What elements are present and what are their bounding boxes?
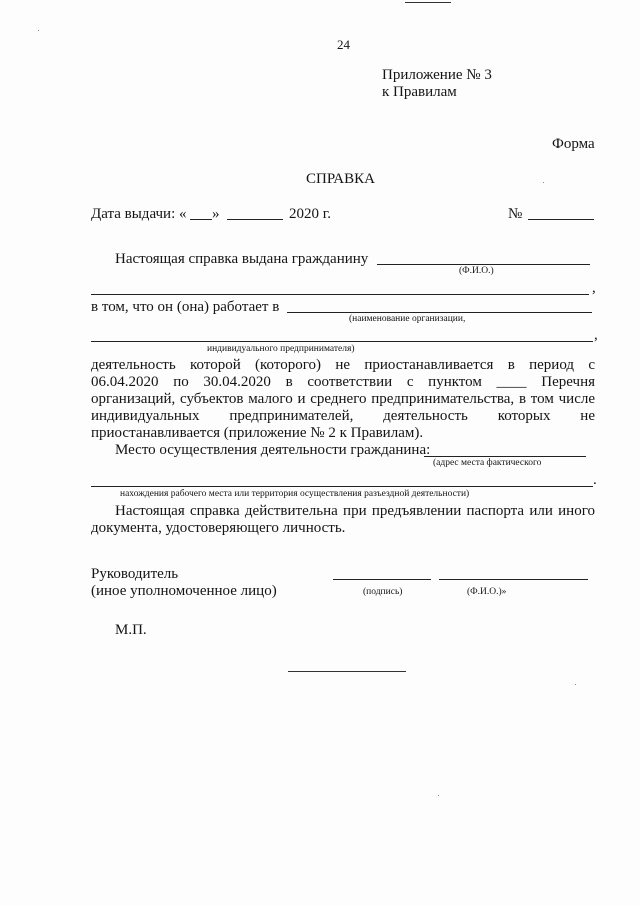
place-blank[interactable] [424,456,586,457]
signature-blank[interactable] [333,579,431,580]
signatory-name-blank[interactable] [439,579,588,580]
paragraph-line: индивидуальных предпринимателей, деятельность которых не [91,408,595,424]
form-label: Форма [552,136,595,152]
works-text: в том, что он (она) работает в [91,299,280,315]
stamp-place: М.П. [115,622,147,638]
citizen-name-blank[interactable] [377,264,590,265]
issue-month-blank[interactable] [227,219,283,220]
place-caption-2: нахождения рабочего места или территория осуществления разъездной деятельности) [120,489,470,499]
organization-blank[interactable] [287,312,592,313]
issue-year: 2020 г. [289,206,331,222]
place-caption: (адрес места фактического [433,458,542,468]
paragraph-line: приостанавливается (приложение № 2 к Правилам). [91,425,424,441]
document-title: СПРАВКА [306,171,375,187]
top-scan-line [405,2,451,3]
appendix-line1: Приложение № 3 [382,67,492,83]
paragraph-line: организаций, субъектов малого и среднего предпринимательства, в том числе [91,391,595,407]
organization-blank-2[interactable] [91,341,593,342]
citizen-name-blank-2[interactable] [91,294,589,295]
organization-caption: (наименование организации, [349,314,466,324]
signatory-name-caption: (Ф.И.О.)» [467,587,507,597]
paragraph-line: 06.04.2020 по 30.04.2020 в соответствии с пунктом ____ Перечня [91,374,595,390]
citizen-comma: , [592,280,596,296]
scan-speck [38,30,39,31]
validity-line: Настоящая справка действительна при предъявлении паспорта или иного [115,503,595,519]
place-period: . [593,472,597,488]
issue-date-prefix: Дата выдачи: « [91,206,187,222]
place-blank-2[interactable] [91,486,593,487]
certificate-number-blank[interactable] [528,219,594,220]
signatory-title: Руководитель [91,566,179,582]
closing-separator [288,671,406,672]
scan-speck [543,182,544,183]
paragraph-line: деятельность которой (которого) не приостанавливается в период с [91,357,595,373]
number-label: № [508,206,523,222]
citizen-caption: (Ф.И.О.) [459,266,494,276]
signature-caption: (подпись) [363,587,403,597]
issue-date-quote-close: » [212,206,220,222]
citizen-text: Настоящая справка выдана гражданину [115,251,369,267]
signatory-subtitle: (иное уполномоченное лицо) [91,583,277,599]
place-text: Место осуществления деятельности гражданина: [115,442,431,458]
validity-line: документа, удостоверяющего личность. [91,520,346,536]
appendix-line2: к Правилам [382,84,457,100]
issue-day-blank[interactable] [190,219,212,220]
organization-caption-2: индивидуального предпринимателя) [207,344,355,354]
organization-comma: , [594,327,598,343]
scan-speck [575,684,576,685]
scan-speck [438,795,439,796]
page-number: 24 [337,37,350,52]
